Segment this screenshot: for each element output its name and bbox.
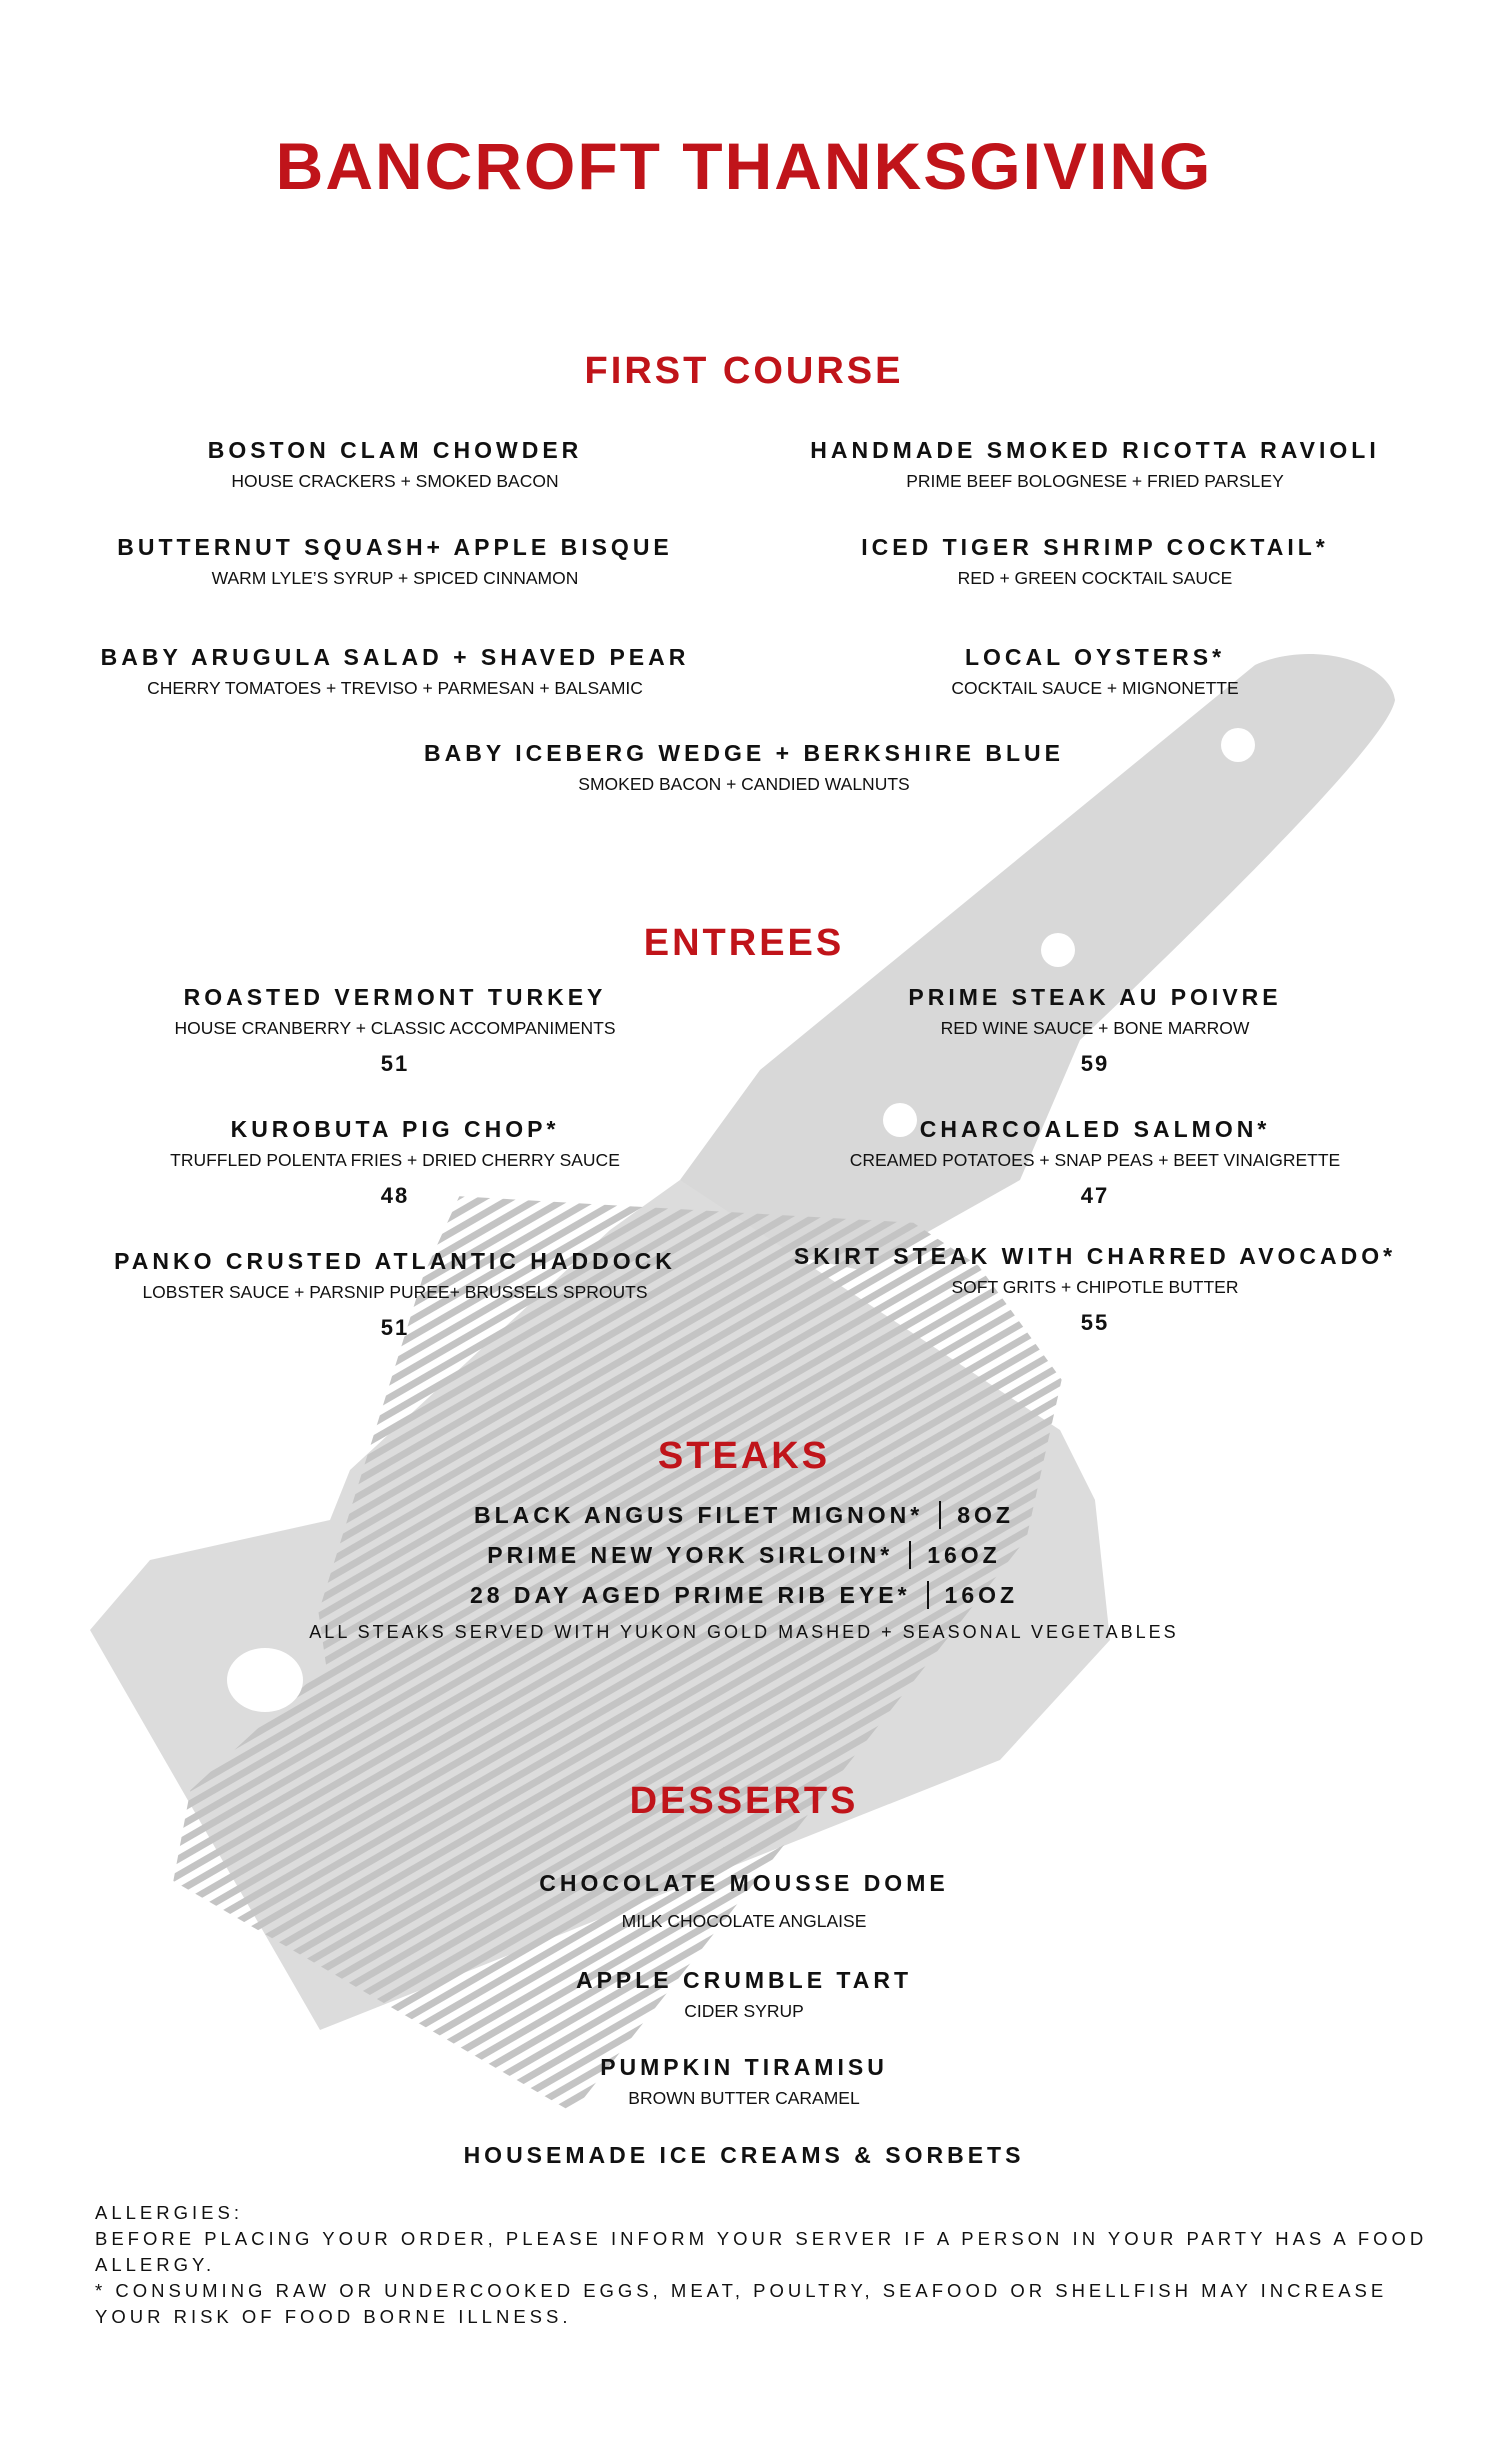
- item-desc: LOBSTER SAUCE + PARSNIP PUREE+ BRUSSELS SPROUTS: [142, 1282, 648, 1302]
- item-desc: COCKTAIL SAUCE + MIGNONETTE: [951, 678, 1239, 698]
- item-name: HANDMADE SMOKED RICOTTA RAVIOLI: [810, 437, 1380, 463]
- item-name: PUMPKIN TIRAMISU: [600, 2054, 888, 2080]
- divider: [939, 1501, 941, 1529]
- steak-row: [0, 1580, 1488, 1610]
- menu-title: BANCROFT THANKSGIVING: [275, 129, 1213, 203]
- item-name: PRIME STEAK AU POIVRE: [908, 984, 1282, 1010]
- item-name: LOCAL OYSTERS*: [964, 644, 1226, 670]
- item-desc: CHERRY TOMATOES + TREVISO + PARMESAN + BALSAMIC: [147, 678, 643, 698]
- consumption-warning: YOUR RISK OF FOOD BORNE ILLNESS.: [95, 2306, 572, 2327]
- allergy-notice: [95, 2200, 1428, 2330]
- item-price: 48: [380, 1183, 410, 1208]
- menu-item: [75, 1114, 715, 1209]
- item-name: CHARCOALED SALMON*: [919, 1116, 1271, 1142]
- item-desc: TRUFFLED POLENTA FRIES + DRIED CHERRY SAUCE: [170, 1150, 620, 1170]
- item-name: ICED TIGER SHRIMP COCKTAIL*: [861, 534, 1329, 560]
- item-name: PANKO CRUSTED ATLANTIC HADDOCK: [114, 1248, 676, 1274]
- steak-name: 28 DAY AGED PRIME RIB EYE*: [469, 1582, 911, 1608]
- item-name: BOSTON CLAM CHOWDER: [207, 437, 583, 463]
- item-desc: SMOKED BACON + CANDIED WALNUTS: [578, 774, 910, 794]
- item-price: 59: [1080, 1051, 1110, 1076]
- allergy-text: BEFORE PLACING YOUR ORDER, PLEASE INFORM YOUR SERVER IF A PERSON IN YOUR PARTY HAS A FOOD: [95, 2228, 1428, 2249]
- item-desc: CREAMED POTATOES + SNAP PEAS + BEET VINAIGRETTE: [849, 1150, 1341, 1170]
- item-desc: BROWN BUTTER CARAMEL: [628, 2088, 860, 2108]
- steak-size: 8OZ: [957, 1502, 1014, 1528]
- divider: [927, 1581, 929, 1609]
- item-price: 55: [1080, 1310, 1110, 1335]
- item-price: 51: [380, 1051, 410, 1076]
- menu-item: [775, 1241, 1415, 1336]
- item-price: 47: [1080, 1183, 1110, 1208]
- steak-name: BLACK ANGUS FILET MIGNON*: [474, 1502, 924, 1528]
- menu-item: [424, 1868, 1064, 1934]
- item-name: BABY ARUGULA SALAD + SHAVED PEAR: [100, 644, 690, 670]
- menu-item: [775, 1114, 1415, 1209]
- menu-item: [775, 532, 1415, 591]
- item-desc: CIDER SYRUP: [684, 2001, 804, 2021]
- item-desc: RED + GREEN COCKTAIL SAUCE: [957, 568, 1233, 588]
- menu-item: [75, 642, 715, 701]
- menu-item: [75, 435, 715, 494]
- item-desc: PRIME BEEF BOLOGNESE + FRIED PARSLEY: [906, 471, 1284, 491]
- menu-item: [75, 532, 715, 591]
- menu-item: [75, 982, 715, 1077]
- steaks-note: ALL STEAKS SERVED WITH YUKON GOLD MASHED + SEASONAL VEGETABLES: [309, 1622, 1179, 1642]
- item-name: BUTTERNUT SQUASH+ APPLE BISQUE: [117, 534, 673, 560]
- menu-item: [775, 435, 1415, 494]
- menu-item: [75, 1246, 715, 1341]
- allergy-heading: ALLERGIES:: [95, 2202, 243, 2223]
- item-price: 51: [380, 1315, 410, 1340]
- steak-row: [0, 1540, 1488, 1570]
- menu-item: [424, 2052, 1064, 2111]
- item-desc: RED WINE SAUCE + BONE MARROW: [940, 1018, 1250, 1038]
- item-name: CHOCOLATE MOUSSE DOME: [539, 1870, 949, 1896]
- menu-item: [775, 982, 1415, 1077]
- steak-size: 16OZ: [944, 1582, 1019, 1608]
- item-desc: SOFT GRITS + CHIPOTLE BUTTER: [951, 1277, 1239, 1297]
- allergy-text: ALLERGY.: [95, 2254, 216, 2275]
- item-name: HOUSEMADE ICE CREAMS & SORBETS: [463, 2142, 1025, 2168]
- consumption-warning: * CONSUMING RAW OR UNDERCOOKED EGGS, MEAT, POULTRY, SEAFOOD OR SHELLFISH MAY INCREASE: [95, 2280, 1388, 2301]
- menu-item: [424, 2140, 1064, 2170]
- menu-item: [424, 738, 1064, 797]
- divider: [909, 1541, 911, 1569]
- item-name: SKIRT STEAK WITH CHARRED AVOCADO*: [793, 1243, 1397, 1269]
- desserts-heading: DESSERTS: [629, 1780, 859, 1822]
- item-name: ROASTED VERMONT TURKEY: [183, 984, 607, 1010]
- item-desc: HOUSE CRACKERS + SMOKED BACON: [231, 471, 559, 491]
- item-desc: MILK CHOCOLATE ANGLAISE: [621, 1911, 867, 1931]
- item-name: APPLE CRUMBLE TART: [575, 1967, 913, 1993]
- steak-row: [0, 1500, 1488, 1530]
- entrees-heading: ENTREES: [643, 922, 845, 964]
- item-name: KUROBUTA PIG CHOP*: [230, 1116, 560, 1142]
- item-name: BABY ICEBERG WEDGE + BERKSHIRE BLUE: [424, 740, 1064, 766]
- menu-item: [775, 642, 1415, 701]
- steak-name: PRIME NEW YORK SIRLOIN*: [487, 1542, 894, 1568]
- menu-item: [424, 1965, 1064, 2024]
- steaks-heading: STEAKS: [657, 1435, 831, 1477]
- item-desc: WARM LYLE’S SYRUP + SPICED CINNAMON: [211, 568, 579, 588]
- item-desc: HOUSE CRANBERRY + CLASSIC ACCOMPANIMENTS: [174, 1018, 616, 1038]
- steak-size: 16OZ: [927, 1542, 1001, 1568]
- first-course-heading: FIRST COURSE: [584, 350, 904, 392]
